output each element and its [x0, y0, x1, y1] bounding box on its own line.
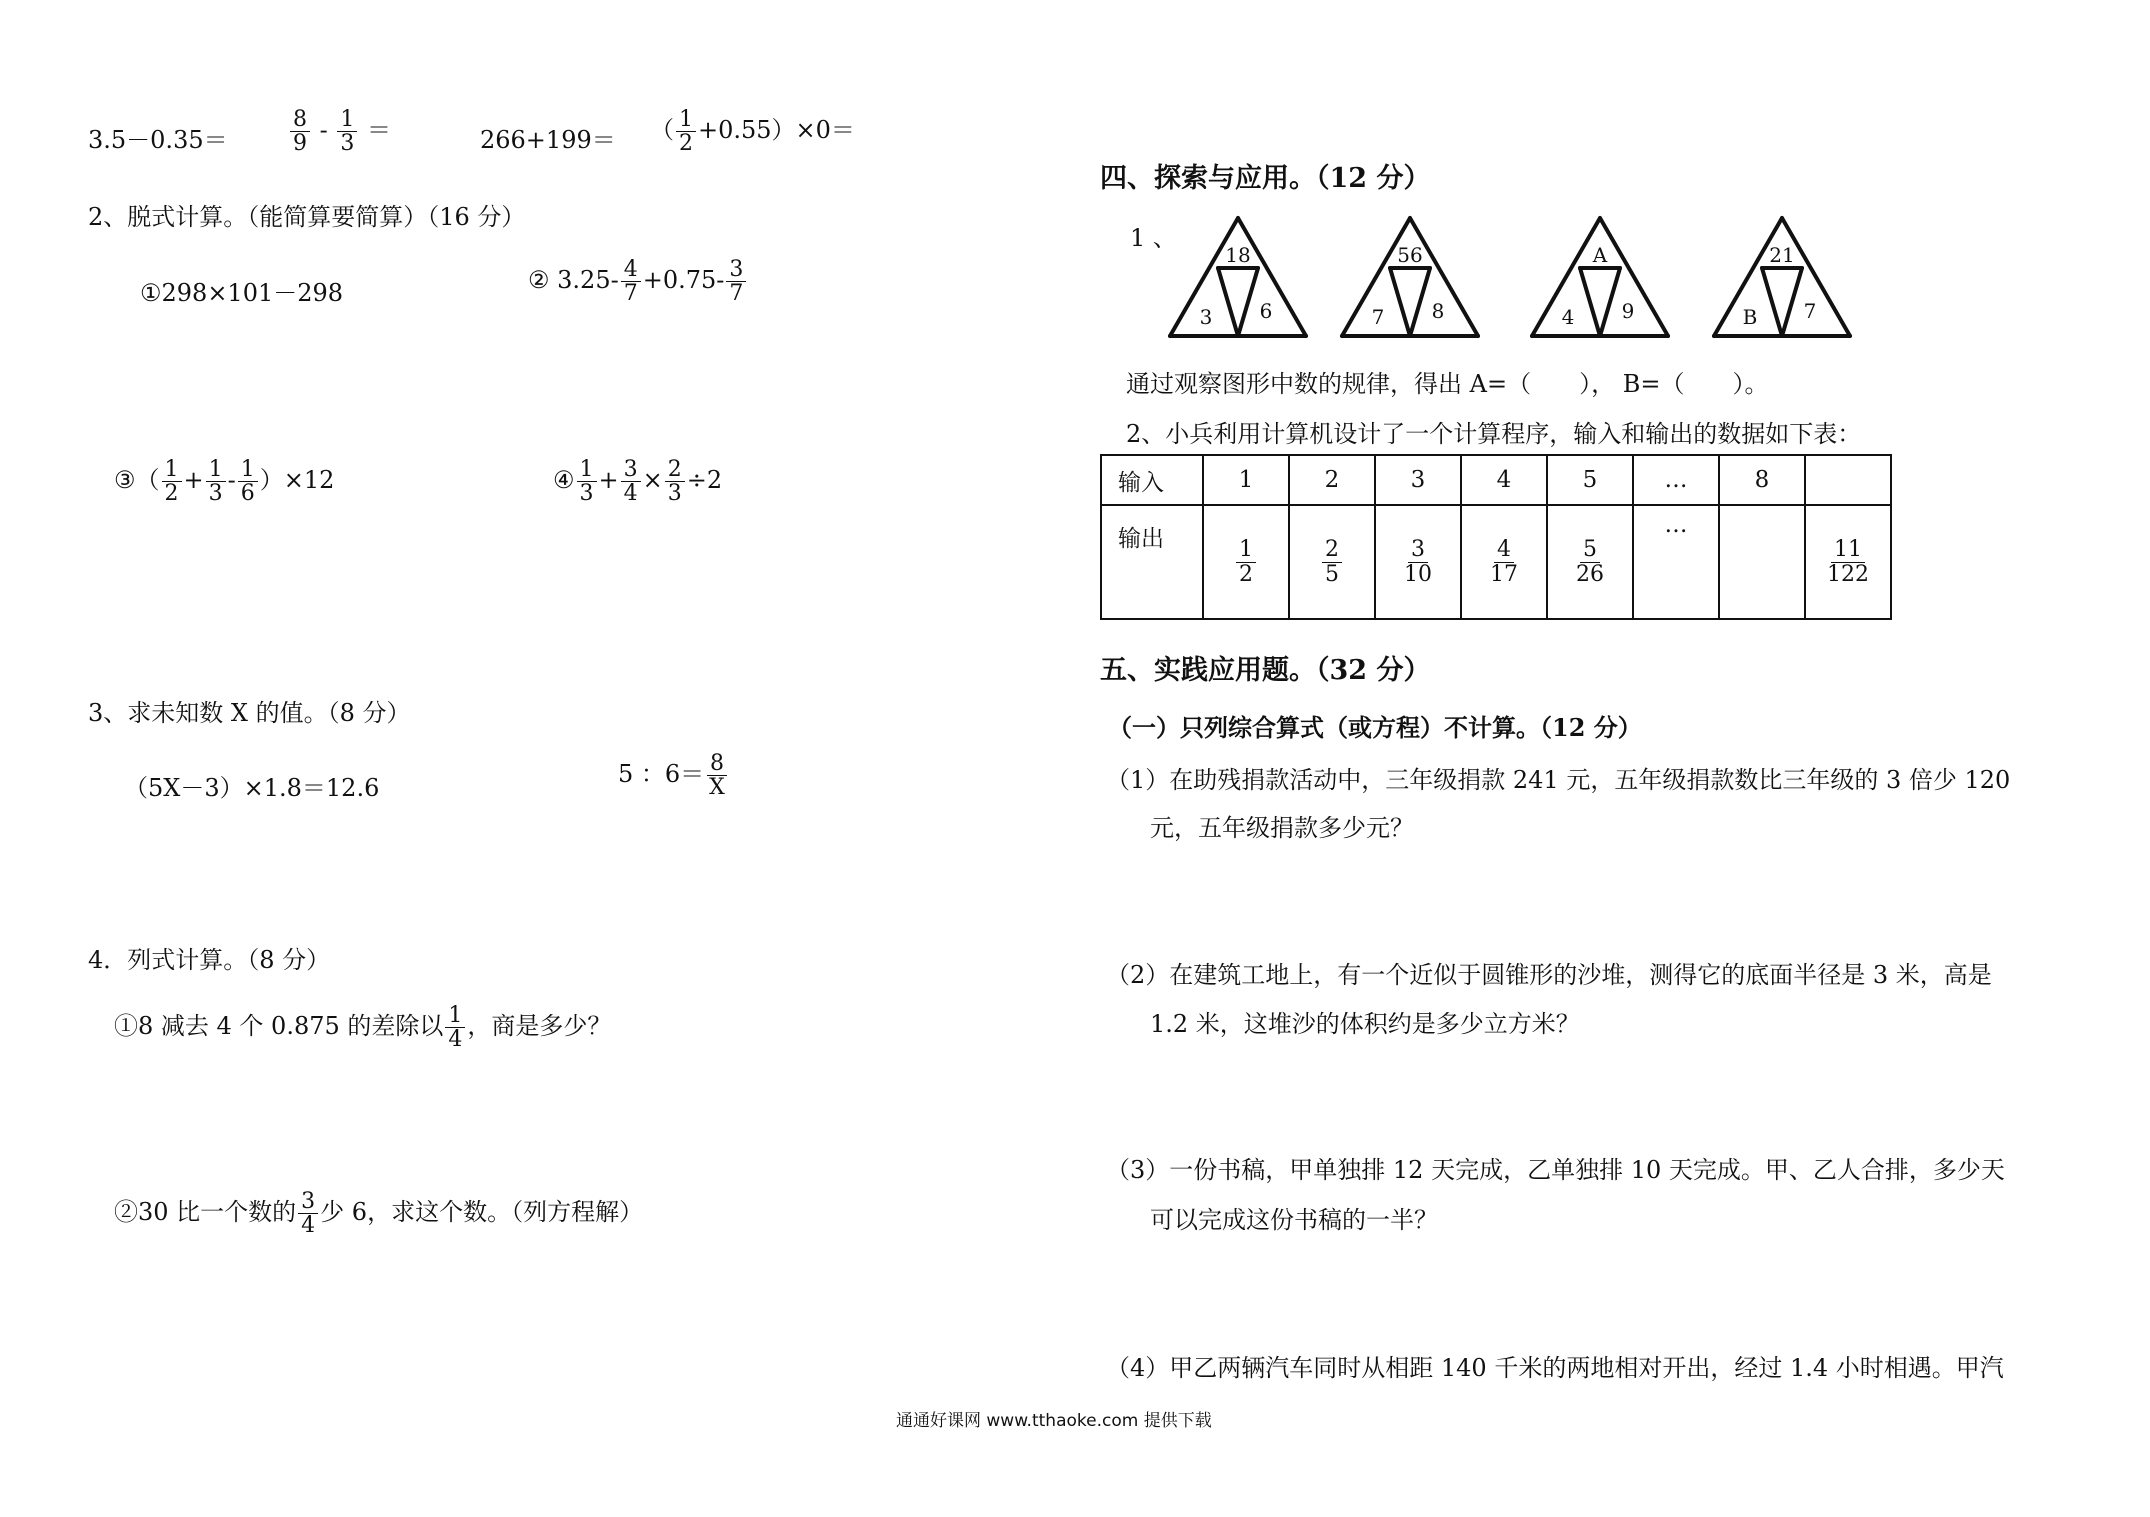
question-3-title: 3、求未知数 X 的值。（8 分）	[88, 699, 411, 727]
triangle-top-number: 18	[1225, 243, 1251, 267]
q3-part-2: 5 ：6＝ $\frac{8}{X}$	[618, 752, 730, 799]
s5-problem-3-line-2: 可以完成这份书稿的一半？	[1150, 1206, 1438, 1234]
q3-part-1: （5X－3）×1.8＝12.6	[124, 774, 380, 802]
expr-3: 266+199＝	[480, 126, 616, 154]
triangle-right-number: 8	[1431, 299, 1445, 323]
expr-2: $\frac{8}{9}$ - $\frac{1}{3}$ ＝	[288, 108, 391, 155]
section-5-title: 五、实践应用题。（32 分）	[1100, 655, 1431, 686]
fraction: $\frac{8}{X}$	[706, 752, 728, 799]
q2-part-3: ③（ $\frac{1}{2}$ + $\frac{1}{3}$ - $\frac{1}{6}$ ）×12	[114, 457, 335, 507]
fraction: $\frac{1}{6}$	[238, 458, 258, 505]
fraction: $\frac{3}{7}$	[726, 258, 746, 305]
fraction: $\frac{1}{3}$	[206, 458, 226, 505]
number-triangle	[1714, 218, 1850, 336]
fraction: $\frac{1}{4}$	[445, 1004, 465, 1051]
triangle-left-number: 7	[1371, 305, 1385, 329]
fraction: $\frac{1}{2}$	[676, 108, 696, 155]
section-4-title: 四、探索与应用。（12 分）	[1100, 163, 1431, 194]
triangle-top-number: A	[1592, 243, 1608, 267]
fraction: $\frac{8}{9}$	[290, 108, 310, 155]
input-cell: 4	[1461, 455, 1547, 505]
output-cell: $\frac{11}{122}$	[1805, 505, 1891, 619]
expr-1: 3.5－0.35＝	[88, 126, 228, 154]
input-cell	[1805, 455, 1891, 505]
fraction: $\frac{2}{3}$	[665, 458, 685, 505]
output-cell: $\frac{5}{26}$	[1547, 505, 1633, 619]
q4-part-2: ②30 比一个数的 $\frac{3}{4}$ 少 6，求这个数。（列方程解）	[114, 1189, 644, 1239]
triangle-right-number: 7	[1803, 299, 1817, 323]
output-cell	[1719, 505, 1805, 619]
question-4-title: 4．列式计算。（8 分）	[88, 946, 331, 974]
triangle-figures	[1160, 210, 1880, 345]
number-triangle	[1170, 218, 1306, 336]
triangle-left-number: B	[1742, 305, 1758, 329]
output-cell: $\frac{2}{5}$	[1289, 505, 1375, 619]
footer-source: 通通好课网 www.tthaoke.com 提供下载	[896, 1411, 1212, 1431]
triangle-right-number: 9	[1621, 299, 1635, 323]
s5-problem-2-line-2: 1.2 米，这堆沙的体积约是多少立方米？	[1150, 1010, 1580, 1038]
output-label: 输出	[1101, 505, 1203, 619]
expr-4: （ $\frac{1}{2}$ +0.55）×0＝	[650, 107, 855, 157]
output-cell: $\frac{4}{17}$	[1461, 505, 1547, 619]
s5-problem-1-line-2: 元，五年级捐款多少元？	[1150, 814, 1414, 842]
s5-problem-3-line-1: （3）一份书稿，甲单独排 12 天完成，乙单独排 10 天完成。甲、乙人合排，多少天	[1106, 1156, 2005, 1184]
s4-q1-text: 通过观察图形中数的规律，得出 A=（ ）， B=（ ）。	[1126, 370, 1769, 398]
triangle-left-number: 3	[1199, 305, 1213, 329]
s4-q2-text: 2、小兵利用计算机设计了一个计算程序，输入和输出的数据如下表：	[1126, 420, 1862, 448]
triangle-right-number: 6	[1259, 299, 1273, 323]
s5-problem-2-line-1: （2）在建筑工地上，有一个近似于圆锥形的沙堆，测得它的底面半径是 3 米，高是	[1106, 961, 1992, 989]
input-cell: …	[1633, 455, 1719, 505]
q2-part-2: ② 3.25- $\frac{4}{7}$ +0.75- $\frac{3}{7}$	[528, 258, 748, 305]
q4-part-1: ①8 减去 4 个 0.875 的差除以 $\frac{1}{4}$ ，商是多少？	[114, 1003, 612, 1053]
input-cell: 2	[1289, 455, 1375, 505]
fraction: $\frac{1}{2}$	[162, 458, 182, 505]
fraction: $\frac{4}{7}$	[621, 258, 641, 305]
output-cell: $\frac{3}{10}$	[1375, 505, 1461, 619]
question-2-title: 2、脱式计算。（能简算要简算）（16 分）	[88, 203, 526, 231]
input-cell: 5	[1547, 455, 1633, 505]
output-cell: …	[1633, 505, 1719, 619]
fraction: $\frac{3}{4}$	[621, 458, 641, 505]
q2-part-4: ④ $\frac{1}{3}$ + $\frac{3}{4}$ × $\frac{2}{3}$ ÷2	[553, 457, 723, 507]
input-cell: 3	[1375, 455, 1461, 505]
q2-part-1: ①298×101－298	[140, 279, 344, 307]
number-triangle	[1532, 218, 1668, 336]
s4-q1-label: 1 、	[1130, 224, 1177, 252]
input-label: 输入	[1101, 455, 1203, 505]
triangle-top-number: 56	[1397, 243, 1423, 267]
calc-row-1	[88, 120, 228, 155]
triangle-top-number: 21	[1769, 243, 1795, 267]
output-row	[1101, 505, 1891, 619]
s5-subsection-1: （一）只列综合算式（或方程）不计算。（12 分）	[1108, 713, 1642, 742]
fraction: $\frac{1}{3}$	[337, 108, 357, 155]
fraction: $\frac{1}{3}$	[577, 458, 597, 505]
fraction: $\frac{3}{4}$	[298, 1190, 318, 1237]
s5-problem-4-line-1: （4）甲乙两辆汽车同时从相距 140 千米的两地相对开出，经过 1.4 小时相遇。甲汽	[1106, 1354, 2004, 1382]
input-row	[1101, 455, 1891, 505]
input-cell: 8	[1719, 455, 1805, 505]
s5-problem-1-line-1: （1）在助残捐款活动中，三年级捐款 241 元，五年级捐款数比三年级的 3 倍少 120	[1106, 766, 2011, 794]
number-triangle	[1342, 218, 1478, 336]
input-cell: 1	[1203, 455, 1289, 505]
io-table	[1100, 454, 1892, 620]
output-cell: $\frac{1}{2}$	[1203, 505, 1289, 619]
triangle-left-number: 4	[1561, 305, 1575, 329]
